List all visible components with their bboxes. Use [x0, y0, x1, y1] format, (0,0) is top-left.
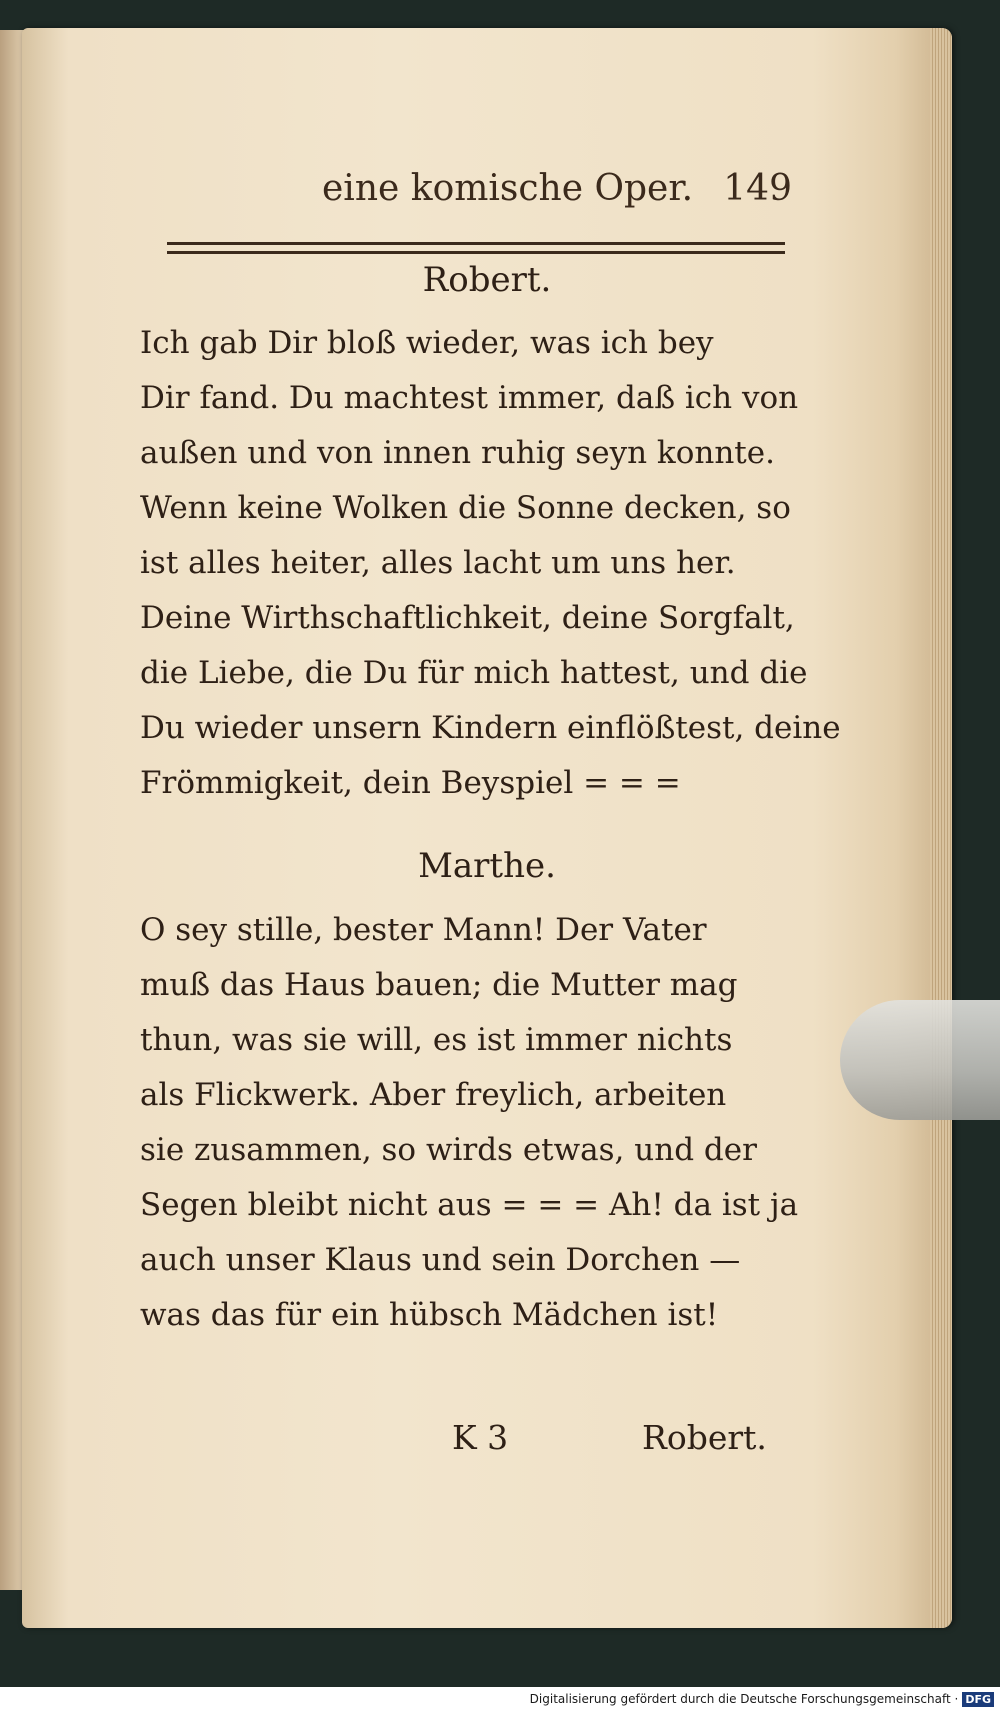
text-line: muß das Haus bauen; die Mutter mag	[140, 967, 738, 1003]
text-line: ist alles heiter, alles lacht um uns her.	[140, 545, 736, 581]
speaker-name: Marthe.	[418, 846, 556, 886]
text-line: Deine Wirthschaftlichkeit, deine Sorgfalt,	[140, 600, 795, 636]
speaker-name: Robert.	[422, 260, 552, 300]
text-line: sie zusammen, so wirds etwas, und der	[140, 1132, 757, 1168]
text-line: was das für ein hübsch Mädchen ist!	[140, 1297, 719, 1333]
text-line: Ich gab Dir bloß wieder, was ich bey	[140, 325, 714, 361]
speech-block	[140, 316, 841, 811]
book-page	[22, 28, 952, 1628]
text-line: Du wieder unsern Kindern einflößtest, deine	[140, 710, 841, 746]
text-line: als Flickwerk. Aber freylich, arbeiten	[140, 1077, 727, 1113]
catchword: Robert.	[642, 1418, 767, 1457]
text-line: die Liebe, die Du für mich hattest, und die	[140, 655, 808, 691]
page-number: 149	[723, 168, 792, 209]
page-clip	[840, 1000, 1000, 1120]
header-rule	[167, 242, 785, 254]
text-line: außen und von innen ruhig seyn konnte.	[140, 435, 775, 471]
text-line: Wenn keine Wolken die Sonne decken, so	[140, 490, 791, 526]
text-line: O sey stille, bester Mann! Der Vater	[140, 912, 707, 948]
text-line: thun, was sie will, es ist immer nichts	[140, 1022, 733, 1058]
credit-text: Digitalisierung gefördert durch die Deutsche Forschungsgemeinschaft ·	[529, 1692, 959, 1706]
speech-block	[140, 903, 799, 1343]
signature-mark: K 3	[452, 1418, 509, 1457]
dfg-logo-icon: DFG	[962, 1692, 994, 1707]
text-line: Frömmigkeit, dein Beyspiel = = =	[140, 765, 681, 801]
running-title: eine komische Oper.	[322, 168, 694, 209]
text-line: Segen bleibt nicht aus = = = Ah! da ist ja	[140, 1187, 799, 1223]
page-header	[322, 168, 792, 218]
credit-bar	[0, 1687, 1000, 1711]
text-line: auch unser Klaus und sein Dorchen —	[140, 1242, 741, 1278]
text-line: Dir fand. Du machtest immer, daß ich von	[140, 380, 799, 416]
